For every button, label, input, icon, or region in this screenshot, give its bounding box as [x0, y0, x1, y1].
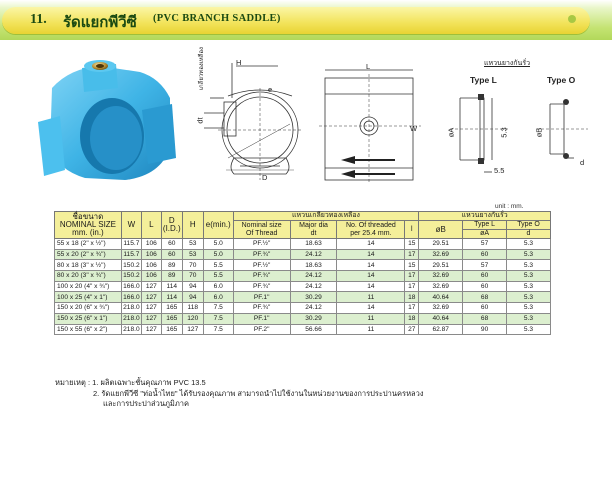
a-header: øA	[463, 230, 507, 239]
cell-major: 18.63	[290, 239, 337, 250]
cell-l: 106	[141, 239, 161, 250]
cell-e: 5.5	[203, 271, 233, 282]
cell-dd: 5.3	[507, 239, 551, 250]
cell-size: 150 x 25 (6" x 1")	[55, 313, 122, 324]
brass-thread-label: เกลียวทองเหลือง	[199, 47, 205, 90]
d-header-sub: (I.D.)	[162, 224, 181, 233]
cell-b: 32.69	[419, 281, 463, 292]
cell-e: 5.5	[203, 260, 233, 271]
cell-thr: 14	[337, 281, 405, 292]
threads-header-1: No. Of threaded	[345, 221, 396, 229]
note-label: หมายเหตุ :	[55, 378, 91, 387]
cell-nom: PF.1"	[233, 292, 290, 303]
product-photo	[30, 58, 180, 186]
cell-dd: 5.3	[507, 271, 551, 282]
cell-d: 60	[161, 239, 182, 250]
cell-thr: 14	[337, 271, 405, 282]
specification-table	[54, 211, 551, 335]
cell-thr: 14	[337, 303, 405, 314]
cell-dd: 5.3	[507, 249, 551, 260]
cell-w: 166.0	[123, 283, 140, 291]
cell-b: 32.69	[419, 271, 463, 282]
cell-d: 89	[161, 271, 182, 282]
cell-h: 118	[182, 303, 203, 314]
dim-h-label: H	[236, 58, 242, 67]
cell-dd: 5.3	[507, 260, 551, 271]
cell-major: 24.12	[290, 281, 337, 292]
cell-w: 150.2	[123, 272, 140, 280]
cell-d: 60	[161, 249, 182, 260]
cell-dd: 5.3	[507, 303, 551, 314]
cell-nom: PF.¾"	[233, 249, 290, 260]
cell-b: 32.69	[419, 249, 463, 260]
major-dia-header	[290, 221, 337, 239]
cell-l: 106	[141, 249, 161, 260]
side-view-drawing	[190, 58, 305, 186]
cell-h: 127	[182, 324, 203, 335]
cell-b: 32.69	[419, 303, 463, 314]
cell-i: 27	[405, 324, 419, 335]
cell-e: 7.5	[203, 303, 233, 314]
dim-b-label: øB	[534, 127, 544, 138]
cell-e: 5.0	[203, 239, 233, 250]
page-title-thai: รัดแยกพีวีซี	[63, 14, 137, 31]
unit-note: unit : mm.	[495, 203, 524, 210]
cell-b: 40.64	[419, 292, 463, 303]
dim-5-3-label: 5.3	[499, 127, 509, 138]
table-row	[55, 324, 551, 335]
cell-d: 165	[161, 313, 182, 324]
e-header: e(min.)	[203, 212, 233, 239]
l-header: L	[141, 212, 161, 239]
cell-l: 127	[141, 324, 161, 335]
cell-i: 17	[405, 281, 419, 292]
dim-d-label: D	[262, 173, 268, 182]
thread-length-header: l	[405, 221, 419, 239]
dim-dt-label: dt	[195, 117, 205, 124]
cell-major: 24.12	[290, 249, 337, 260]
cell-size: 150 x 20 (6" x ¾")	[55, 303, 122, 314]
cell-a: 57	[463, 239, 507, 250]
cell-d: 114	[161, 281, 182, 292]
cell-h: 53	[182, 239, 203, 250]
cell-e: 7.5	[203, 324, 233, 335]
b-header: øB	[419, 221, 463, 239]
size-header-english: NOMINAL SIZE	[59, 220, 117, 229]
cell-a: 68	[463, 313, 507, 324]
dim-w-label: W	[410, 124, 418, 133]
page-title-english: (PVC BRANCH SADDLE)	[153, 13, 281, 24]
cell-i: 17	[405, 271, 419, 282]
table-row	[55, 313, 551, 324]
cell-i: 17	[405, 303, 419, 314]
major-dia-header-2: dt	[310, 229, 317, 237]
cell-nom: PF.1"	[233, 313, 290, 324]
cell-dd: 5.3	[507, 324, 551, 335]
h-header: H	[182, 212, 203, 239]
cell-size: 80 x 18 (3" x ½")	[55, 260, 122, 271]
nominal-thread-header	[233, 221, 290, 239]
cell-nom: PF.½"	[233, 260, 290, 271]
cell-size: 80 x 20 (3" x ¾")	[55, 271, 122, 282]
d-header-label: D	[168, 216, 175, 225]
cell-w: 218.0	[123, 315, 140, 323]
cell-b: 62.87	[419, 324, 463, 335]
cell-w: 150.2	[123, 261, 140, 269]
cell-a: 90	[463, 324, 507, 335]
cell-e: 6.0	[203, 292, 233, 303]
cell-w: 115.7	[123, 240, 140, 248]
cell-nom: PF.¾"	[233, 303, 290, 314]
cell-a: 60	[463, 249, 507, 260]
note-1	[55, 378, 206, 388]
table-row	[55, 239, 551, 250]
cell-l: 127	[141, 281, 161, 292]
cell-i: 18	[405, 313, 419, 324]
cell-d: 165	[161, 324, 182, 335]
cell-thr: 11	[337, 292, 405, 303]
cell-major: 24.12	[290, 303, 337, 314]
cell-b: 29.51	[419, 260, 463, 271]
cell-thr: 11	[337, 313, 405, 324]
cell-major: 30.29	[290, 313, 337, 324]
cell-d: 165	[161, 303, 182, 314]
major-dia-header-1: Major dia	[299, 221, 328, 229]
cell-h: 53	[182, 249, 203, 260]
cell-e: 7.5	[203, 313, 233, 324]
size-header-thai: ชื่อขนาด	[72, 212, 104, 221]
type-o-label: Type O	[547, 75, 576, 85]
table-row	[55, 281, 551, 292]
cell-size: 55 x 20 (2" x ¾")	[55, 249, 122, 260]
cell-i: 18	[405, 292, 419, 303]
cell-h: 120	[182, 313, 203, 324]
cell-nom: PF.¾"	[233, 281, 290, 292]
cell-h: 70	[182, 271, 203, 282]
cell-size: 55 x 18 (2" x ½")	[55, 239, 122, 250]
dim-a-label: øA	[446, 127, 456, 138]
d-header	[161, 212, 182, 239]
size-header-unit: mm. (in.)	[72, 228, 104, 237]
cell-w: 166.0	[123, 293, 140, 301]
cell-nom: PF.¾"	[233, 271, 290, 282]
dim-5-5-label: 5.5	[494, 166, 505, 175]
cell-a: 57	[463, 260, 507, 271]
cell-dd: 5.3	[507, 313, 551, 324]
cell-i: 17	[405, 249, 419, 260]
cell-l: 127	[141, 303, 161, 314]
cell-b: 29.51	[419, 239, 463, 250]
note-2-continued: และการประปาส่วนภูมิภาค	[103, 399, 190, 408]
dim-e-label: e	[268, 85, 273, 94]
cell-nom: PF.2"	[233, 324, 290, 335]
cell-major: 24.12	[290, 271, 337, 282]
cell-a: 60	[463, 281, 507, 292]
gasket-group-header: แหวนยางกันรั่ว	[419, 212, 551, 221]
type-o-header: Type O	[507, 221, 551, 230]
type-l-label: Type L	[470, 75, 497, 85]
cell-nom: PF.½"	[233, 239, 290, 250]
cell-l: 106	[141, 271, 161, 282]
cell-d: 89	[161, 260, 182, 271]
section-number: 11.	[30, 12, 47, 27]
cell-size: 100 x 20 (4" x ¾")	[55, 281, 122, 292]
dim-d-gasket-label: d	[580, 158, 585, 167]
cell-thr: 11	[337, 324, 405, 335]
table-row	[55, 260, 551, 271]
cell-dd: 5.3	[507, 281, 551, 292]
dim-l-label: L	[366, 62, 371, 71]
cell-b: 40.64	[419, 313, 463, 324]
cell-a: 60	[463, 303, 507, 314]
threads-per-inch-header	[337, 221, 405, 239]
cell-dd: 5.3	[507, 292, 551, 303]
cell-a: 68	[463, 292, 507, 303]
cell-h: 94	[182, 292, 203, 303]
cell-a: 60	[463, 271, 507, 282]
w-header: W	[121, 212, 141, 239]
thread-group-header: แหวนเกลียวทองเหลือง	[233, 212, 419, 221]
cell-major: 18.63	[290, 260, 337, 271]
d-gasket-header: d	[507, 230, 551, 239]
note-1-text: 1. ผลิตเฉพาะชั้นคุณภาพ PVC 13.5	[92, 378, 206, 387]
cell-e: 5.0	[203, 249, 233, 260]
table-header-row	[55, 212, 551, 221]
nominal-thread-header-1: Nominal size	[241, 221, 282, 229]
threads-header-2: per 25.4 mm.	[350, 229, 392, 237]
cell-w: 218.0	[123, 325, 140, 333]
cell-size: 100 x 25 (4" x 1")	[55, 292, 122, 303]
table-body	[55, 239, 551, 335]
cell-w: 218.0	[123, 304, 140, 312]
cell-e: 6.0	[203, 281, 233, 292]
note-2-text: 2. รัดแยกพีวีซี "ท่อน้ำไทย" ได้รับรองคุณภาพ สามารถนำไปใช้งานในหน่วยงานของการประปานครหลวง	[93, 389, 424, 398]
cell-i: 15	[405, 260, 419, 271]
nominal-thread-header-2: Of Thread	[245, 229, 278, 237]
cell-size: 150 x 55 (6" x 2")	[55, 324, 122, 335]
cell-l: 127	[141, 313, 161, 324]
size-header	[55, 212, 122, 239]
type-l-header: Type L	[463, 221, 507, 230]
cell-thr: 14	[337, 249, 405, 260]
table-row	[55, 271, 551, 282]
gasket-detail-title: แหวนยางกันรั่ว	[484, 60, 531, 67]
table-row	[55, 303, 551, 314]
cell-d: 114	[161, 292, 182, 303]
cell-major: 30.29	[290, 292, 337, 303]
cell-l: 127	[141, 292, 161, 303]
table-row	[55, 249, 551, 260]
table-row	[55, 292, 551, 303]
cell-h: 70	[182, 260, 203, 271]
cell-l: 106	[141, 260, 161, 271]
cell-thr: 14	[337, 260, 405, 271]
cell-w: 115.7	[123, 251, 140, 259]
cell-h: 94	[182, 281, 203, 292]
cell-thr: 14	[337, 239, 405, 250]
cell-major: 56.66	[290, 324, 337, 335]
cell-i: 15	[405, 239, 419, 250]
